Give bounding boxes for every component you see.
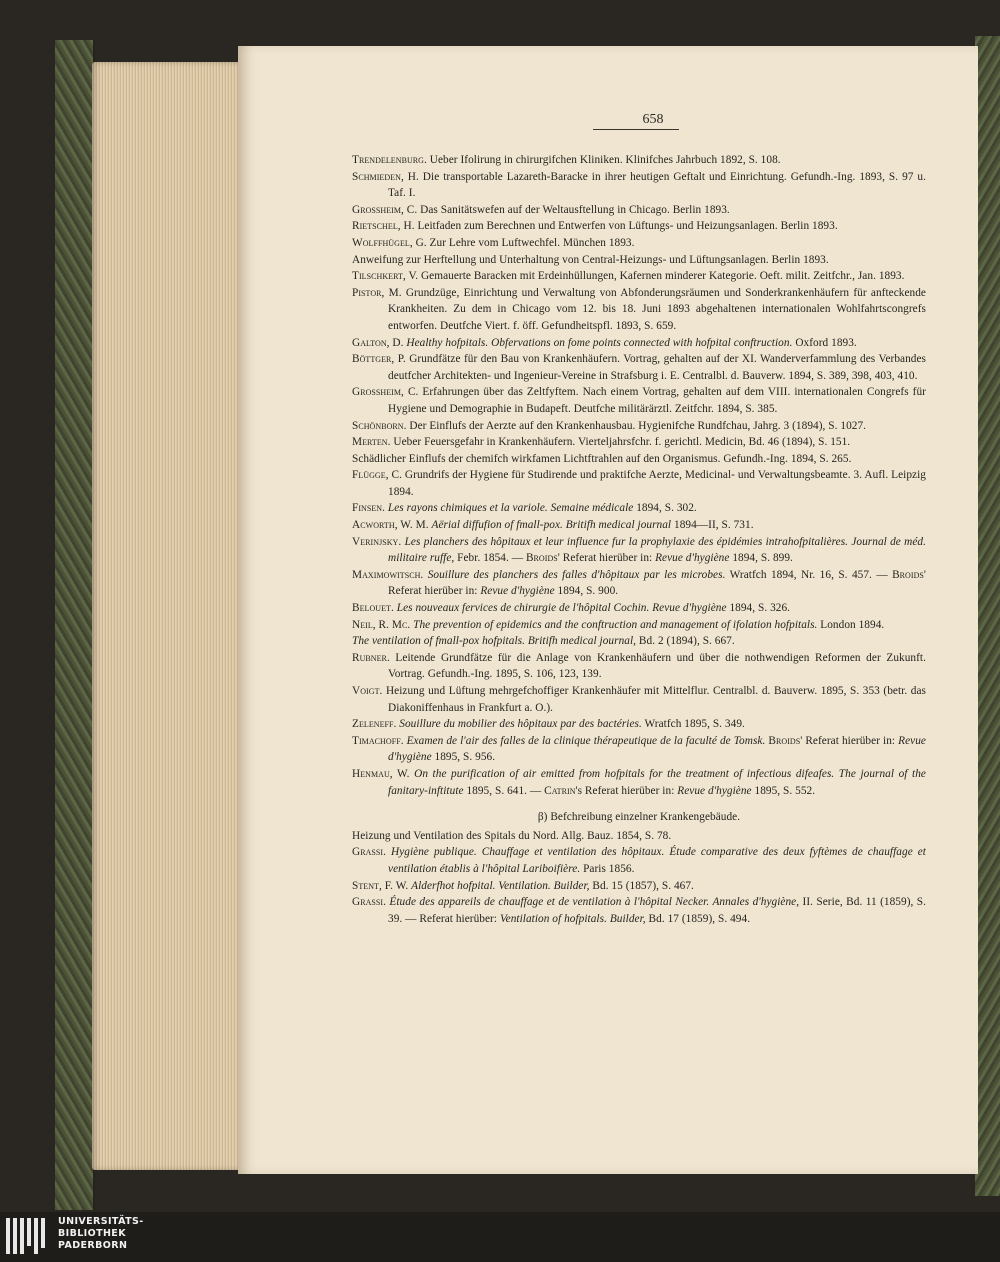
bibliography-entry — [352, 633, 926, 650]
entry-title-italic: Étude des appareils de chauffage et de ventilation à l'hôpital Necker. Annales d'hygiène, — [389, 896, 800, 909]
bibliography-entry — [352, 467, 926, 500]
entry-text: Die transportable Lazareth-Baracke in ihrer heutigen Geftalt und Einrichtung. Gefundh.-Ing. 1893, S. 97 u. Taf. I. — [388, 170, 926, 200]
book-cover-right — [975, 36, 1000, 1196]
bibliography-entry — [352, 600, 926, 617]
entry-text: 1894, S. 302. — [633, 502, 697, 515]
bibliography-entry — [352, 235, 926, 252]
book-cover-left — [55, 40, 95, 1210]
bibliography-entry — [352, 716, 926, 733]
entry-author: Henmau, W. — [352, 767, 410, 780]
entry-text: Anweifung zur Herftellung und Unterhaltung von Central-Heizungs- und Lüftungsanlagen. Berlin 1893. — [352, 253, 829, 266]
page-number-rule — [593, 129, 679, 130]
bibliography-entry — [352, 617, 926, 634]
entry-text: Leitende Grundfätze für die Anlage von Krankenhäufern und über die nothwendigen Reformen der Zukunft. Vortrag. Gefundh.-Ing. 1895, S. 106, 123, 139. — [388, 651, 926, 681]
entry-author: Galton, D. — [352, 336, 404, 349]
entry-text: Wratfch 1894, Nr. 16, S. 457. — — [725, 568, 893, 581]
entry-author: Trendelenburg. — [352, 154, 427, 166]
entry-title-italic: Revue d'hygiène — [677, 784, 752, 797]
bibliography-list — [352, 152, 926, 799]
bibliography-entry — [352, 285, 926, 335]
entry-text: Grundzüge, Einrichtung und Verwaltung von Abfonderungsräumen und Sonderkrankenhäufern für anfteckende Krankheiten. Zu dem in Chicago vom 12. bis 18. Juni 1893 abgehaltenen internationalen Wohlfahrtscongrefs entworfen. Deutfche Viert. f. öff. Gefundheitspfl. 1893, S. 659. — [388, 286, 926, 332]
bibliography-entry — [352, 202, 926, 219]
bibliography-entry — [352, 517, 926, 534]
bibliography-entry — [352, 451, 926, 468]
bibliography-entry — [352, 828, 926, 845]
entry-author: Böttger, P. — [352, 353, 406, 366]
entry-smallcaps: Catrin — [544, 784, 576, 797]
bibliography-entry — [352, 218, 926, 235]
library-logo-icon — [6, 1218, 50, 1254]
entry-text: II. Serie, Bd. 11 (1859), S. 39. — Referat hierüber: — [388, 896, 926, 925]
entry-title-italic: Healthy hofpitals. Obfervations on fome points connected with hofpital conftruction. — [406, 336, 793, 349]
entry-text: Zur Lehre vom Luftwechfel. München 1893. — [426, 236, 635, 249]
bibliography-entry — [352, 434, 926, 451]
entry-author: Grassi. — [352, 896, 387, 909]
entry-title-italic: Hygiène publique. Chauffage et ventilation des hôpitaux. Étude comparative des deux fyftèmes de chauffage et ventilation établis à l'hôpital Lariboifière. — [388, 846, 926, 875]
entry-author: Neil, R. Mc. — [352, 618, 411, 631]
entry-author: Pistor, M. — [352, 286, 402, 299]
logo-line-2: BIBLIOTHEK — [58, 1228, 126, 1239]
bibliography-entry — [352, 878, 926, 895]
entry-title-italic: Ventilation of hofpitals. Builder, — [499, 912, 646, 925]
entry-title-italic: Aërial diffufion of fmall-pox. Britifh medical journal — [431, 519, 672, 532]
entry-text: Heizung und Ventilation des Spitals du Nord. Allg. Bauz. 1854, S. 78. — [352, 829, 672, 842]
entry-text: 1895, S. 552. — [751, 784, 816, 797]
entry-text: Schädlicher Einflufs der chemifch wirkfamen Lichtftrahlen auf den Organismus. Gefundh.-Ing. 1894, S. 265. — [352, 452, 852, 465]
library-logo — [6, 1216, 206, 1258]
entry-author: Wolffhügel, G. — [352, 236, 427, 249]
entry-author: Flügge, C. — [352, 469, 402, 482]
entry-author: Tilschkert, V. — [352, 270, 419, 283]
entry-author: Timachoff. — [352, 734, 404, 747]
entry-title-italic: Alderfhot hofpital. Ventilation. Builder, — [411, 879, 590, 892]
entry-text: Gemauerte Baracken mit Erdeinhüllungen, Kafernen minderer Kategorie. Oeft. milit. Zeitfchr., Jan. 1893. — [418, 270, 905, 283]
page-number: 658 — [642, 112, 664, 127]
entry-text: Bd. 17 (1859), S. 494. — [645, 912, 751, 925]
entry-text: Ueber Feuersgefahr in Krankenhäufern. Vierteljahrsfchr. f. gerichtl. Medicin, Bd. 46 (1894), S. 151. — [390, 436, 851, 449]
entry-smallcaps: Broids — [892, 568, 924, 581]
entry-author: Maximowitsch. — [352, 568, 424, 581]
entry-smallcaps: Broids — [768, 734, 801, 747]
entry-author: Finsen. — [352, 502, 386, 515]
entry-author: Zeleneff. — [352, 718, 397, 731]
entry-title-italic: Souillure du mobilier des hôpitaux par des bactéries. — [399, 718, 642, 731]
logo-line-3: PADERBORN — [58, 1240, 128, 1251]
entry-text: ' Referat hierüber in: — [388, 568, 927, 598]
entry-title-italic: The prevention of epidemics and the conftruction and management of ifolation hofpitals. — [413, 618, 818, 631]
bibliography-entry — [352, 733, 926, 766]
entry-title-italic: On the purification of air emitted from hofpitals for the treatment of infectious difeafes. The journal of the fanitary-inftitute — [388, 767, 926, 797]
bibliography-entry — [352, 844, 926, 877]
bibliography-entry — [352, 268, 926, 285]
bibliography-entry — [352, 894, 926, 927]
entry-title-italic: Examen de l'air des falles de la clinique thérapeutique de la faculté de Tomsk. — [406, 734, 766, 747]
bibliography-entry — [352, 351, 926, 384]
entry-text: Leitfaden zum Berechnen und Entwerfen von Lüftungs- und Heizungsanlagen. Berlin 1893. — [414, 220, 838, 233]
entry-text: 1895, S. 641. — — [463, 784, 545, 797]
bibliography-entry — [352, 335, 926, 352]
entry-text: 1895, S. 956. — [431, 751, 496, 764]
entry-title-italic: Revue d'hygiène — [655, 552, 730, 565]
entry-text: Febr. 1854. — — [454, 552, 526, 565]
entry-text: Erfahrungen über das Zeltfyftem. Nach einem Vortrag, gehalten auf dem VIII. internationalen Congrefs für Hygiene und Demographie in Budapeft. Deutfche militärärztl. Zeitfchr. 1894, S. 385. — [388, 386, 926, 415]
bibliography-entry — [352, 169, 926, 202]
entry-text: Grundfätze für den Bau von Krankenhäufern. Vortrag, gehalten auf der XI. Wanderverfammlung des Verbandes deutfcher Architekten- und Ingenieur-Vereine in Strafsburg i. E. Centralbl. d. Bauverw. 1894, S. 389, 398, 403, 410. — [388, 353, 926, 382]
entry-author: Merten. — [352, 436, 391, 449]
entry-text: Das Sanitätswefen auf der Weltausftellung in Chicago. Berlin 1893. — [417, 203, 730, 216]
bibliography-entry — [352, 384, 926, 417]
entry-text: Paris 1856. — [580, 862, 635, 875]
bibliography-entry — [352, 418, 926, 435]
entry-text: 1894, S. 900. — [554, 585, 619, 598]
entry-title-italic: Souillure des planchers des falles d'hôpitaux par les microbes. — [427, 568, 726, 581]
bibliography-list-buildings — [352, 828, 926, 928]
logo-line-1: UNIVERSITÄTS- — [58, 1216, 144, 1227]
entry-text: 1894, S. 326. — [726, 602, 791, 615]
entry-text: 1894—II, S. 731. — [671, 519, 754, 532]
bibliography-entry — [352, 567, 926, 600]
entry-author: Rubner. — [352, 651, 390, 664]
entry-author: Belouet. — [352, 602, 394, 615]
library-logo-text — [58, 1216, 144, 1252]
entry-text: Ueber Ifolirung in chirurgifchen Kliniken. Klinifches Jahrbuch 1892, S. 108. — [426, 154, 781, 166]
entry-author: Grossheim, C. — [352, 203, 418, 216]
entry-text: ' Referat hierüber in: — [800, 734, 899, 747]
entry-text: Oxford 1893. — [792, 336, 857, 349]
entry-author: Acworth, W. M. — [352, 519, 429, 532]
entry-text: Der Einflufs der Aerzte auf den Krankenhausbau. Hygienifche Rundfchau, Jahrg. 3 (1894), S. 1027. — [406, 419, 867, 432]
entry-title-italic: Les rayons chimiques et la variole. Semaine médicale — [387, 502, 634, 515]
bibliography — [352, 152, 926, 927]
entry-text: Wratfch 1895, S. 349. — [641, 718, 745, 731]
bibliography-entry — [352, 252, 926, 269]
entry-text: ' Referat hierüber in: — [557, 552, 656, 565]
bibliography-entry — [352, 683, 926, 716]
entry-text: 1894, S. 899. — [729, 552, 793, 565]
entry-author: Grassi. — [352, 846, 387, 859]
entry-title-italic: Les planchers des hôpitaux et leur influence fur la prophylaxie des épidémies intrahofpitalières. Journal de méd. militaire ruffe, — [388, 535, 927, 565]
book-page — [238, 46, 978, 1174]
bibliography-entry — [352, 650, 926, 683]
entry-author: Schmieden, H. — [352, 170, 419, 183]
entry-author: Rietschel, H. — [352, 220, 415, 233]
entry-title-italic: The ventilation of fmall-pox hofpitals. Britifh medical journal, — [352, 635, 637, 648]
bibliography-entry — [352, 152, 926, 169]
section-heading: β) Befchreibung einzelner Krankengebäude. — [537, 811, 741, 824]
entry-text: London 1894. — [817, 618, 885, 631]
entry-author: Voigt. — [352, 685, 383, 697]
entry-text: Grundrifs der Hygiene für Studirende und praktifche Aerzte, Medicinal- und Verwaltungsbeamte. 3. Aufl. Leipzig 1894. — [388, 469, 926, 498]
entry-title-italic: Revue d'hygiène — [388, 734, 926, 764]
entry-author: Grossheim, C. — [352, 386, 419, 399]
entry-text: Bd. 2 (1894), S. 667. — [636, 635, 735, 648]
bibliography-entry — [352, 500, 926, 517]
entry-text: Heizung und Lüftung mehrgefchoffiger Krankenhäufer mit Mittelflur. Centralbl. d. Bauverw. 1895, S. 353 (betr. das Diakoniffenhaus in Frankfurt a. O.). — [382, 685, 926, 714]
page-edges — [92, 62, 240, 1170]
entry-title-italic: Revue d'hygiène — [480, 585, 555, 598]
entry-author: Stent, F. W. — [352, 879, 409, 892]
entry-text: 's Referat hierüber in: — [575, 784, 678, 797]
entry-text: Bd. 15 (1857), S. 467. — [589, 879, 694, 892]
entry-author: Schönborn. — [352, 419, 407, 432]
entry-title-italic: Les nouveaux fervices de chirurgie de l'hôpital Cochin. Revue d'hygiène — [396, 602, 727, 615]
entry-smallcaps: Broids — [525, 552, 558, 565]
bibliography-entry — [352, 766, 926, 799]
bibliography-entry — [352, 534, 926, 567]
entry-author: Verinjsky. — [352, 535, 402, 548]
